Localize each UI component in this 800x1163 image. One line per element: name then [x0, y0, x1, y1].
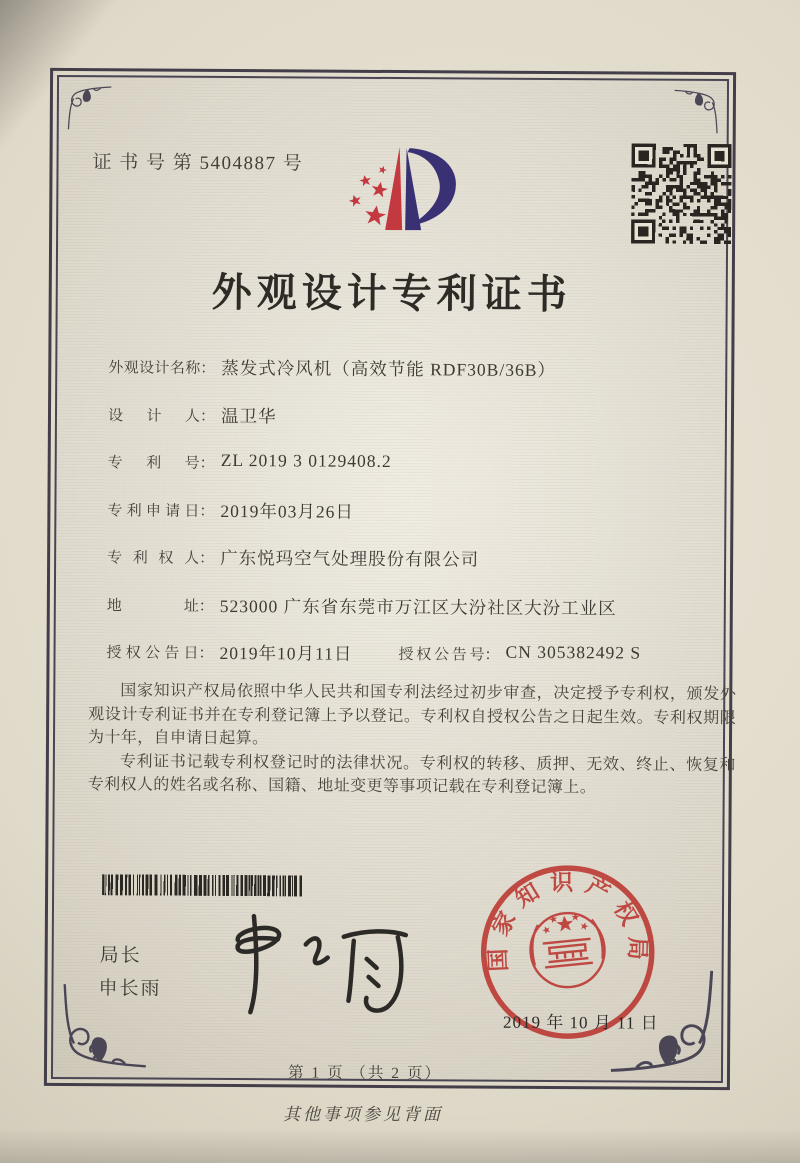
field-value: 广东悦玛空气处理股份有限公司: [220, 547, 480, 570]
field-row-grant-number: 授 权 公 告 号 ： CN 305382492 S: [398, 641, 642, 664]
back-note: 其他事项参见背面: [283, 1105, 443, 1124]
field-label: 专 利 号: [107, 455, 200, 472]
field-value: ZL 2019 3 0129408.2: [220, 449, 392, 472]
field-label: 专 利 权 人: [107, 550, 200, 567]
director-title: 局长: [99, 945, 142, 967]
page-number: 第 1 页 （共 2 页）: [287, 1064, 442, 1083]
seal-text: 国家知识产权局: [485, 869, 651, 973]
seal-date: 2019 年 10 月 11 日: [502, 1012, 659, 1033]
field-row-patentee: 专 利 权 人 ： 广东悦玛空气处理股份有限公司: [107, 544, 688, 595]
legal-text: [88, 679, 737, 801]
field-label: 授 权 公 告 号: [398, 647, 485, 664]
certificate-frame: [44, 68, 736, 1090]
field-value: 蒸发式冷风机（高效节能 RDF30B/36B）: [221, 357, 556, 381]
field-value: 2019年03月26日: [220, 500, 354, 522]
field-row-designer: 设 计 人 ： 温卫华: [108, 402, 689, 453]
field-row-grant-date: 授 权 公 告 日 ： 2019年10月11日 授 权 公 告 号 ： CN 305382492 S: [106, 639, 687, 690]
field-label: 外 观 设 计 名 称: [108, 360, 201, 377]
field-label: 专 利 申 请 日: [107, 502, 200, 520]
field-label: 地 址: [106, 597, 199, 615]
field-row-address: 地 址 ： 523000 广东省东莞市万江区大汾社区大汾工业区: [107, 592, 688, 643]
legal-paragraph: 国家知识产权局依照中华人民共和国专利法经过初步审查，决定授予专利权，颁发外观设计专利证书并在专利登记簿上予以登记。专利权自授权公告之日起生效。专利权期限为十年，自申请日起算。: [87, 682, 737, 748]
field-value: 523000 广东省东莞市万江区大汾社区大汾工业区: [219, 595, 617, 618]
certificate-title: 外观设计专利证书: [211, 269, 572, 318]
field-label: 授 权 公 告 日: [106, 645, 199, 662]
field-row-filing-date: 专 利 申 请 日 ： 2019年03月26日: [107, 497, 688, 548]
certificate-inner-border: [51, 75, 737, 1083]
legal-paragraph: 专利证书记载专利权登记时的法律状况。专利权的转移、质押、无效、终止、恢复和专利权人的姓名或名称、国籍、地址变更等事项记载在专利登记簿上。: [87, 753, 736, 797]
field-value: 温卫华: [220, 405, 277, 426]
field-value: CN 305382492 S: [505, 641, 642, 663]
director-signature-icon: [225, 906, 421, 1025]
director-name: 申长雨: [98, 978, 162, 1000]
certificate-number: 证 书 号 第 5404887 号: [92, 152, 304, 175]
corner-flourish-icon: [673, 89, 719, 135]
field-list: [106, 354, 689, 690]
cnipa-logo-icon: [341, 132, 482, 247]
field-label: 设 计 人: [107, 407, 201, 425]
barcode-icon: [102, 874, 305, 896]
field-row-design-name: 外 观 设 计 名 称 ： 蒸发式冷风机（高效节能 RDF30B/36B）: [108, 354, 689, 405]
corner-flourish-icon: [67, 85, 113, 131]
qr-code-icon: [631, 143, 732, 244]
field-value: 2019年10月11日: [219, 642, 353, 664]
field-row-patent-number: 专 利 号 ： ZL 2019 3 0129408.2: [107, 449, 392, 472]
